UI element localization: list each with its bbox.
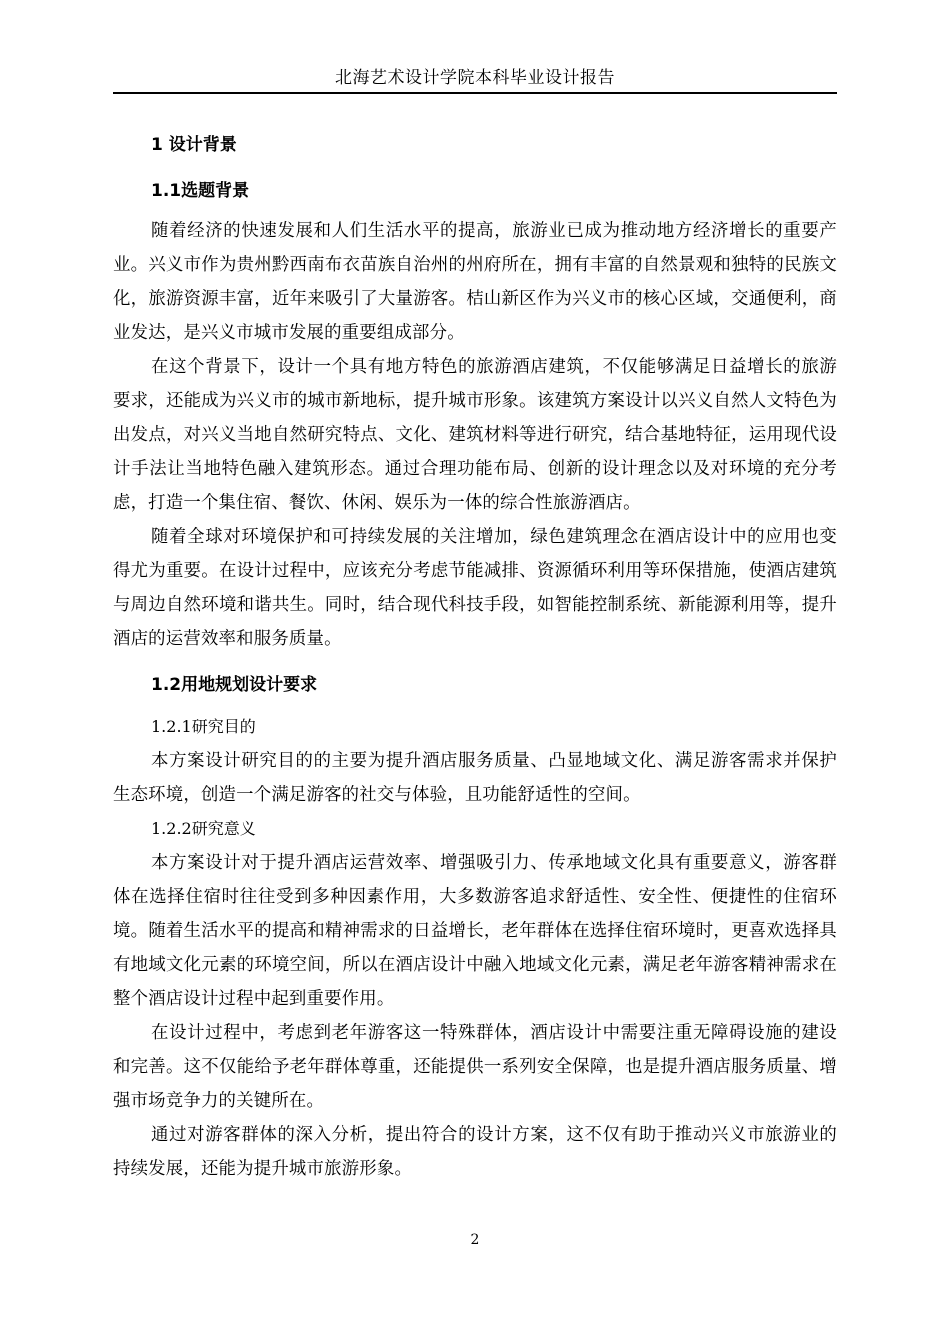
section-1-heading: 1 设计背景 (151, 135, 237, 155)
paragraph: 通过对游客群体的深入分析，提出符合的设计方案，这不仅有助于推动兴义市旅游业的持续发展，还能为提升城市旅游形象。 (113, 1125, 837, 1179)
section-1-1-heading: 1.1选题背景 (151, 181, 250, 201)
subsection-1-2-1-heading: 1.2.1研究目的 (151, 717, 256, 736)
paragraph: 本方案设计对于提升酒店运营效率、增强吸引力、传承地域文化具有重要意义，游客群体在选择住宿时往往受到多种因素作用，大多数游客追求舒适性、安全性、便捷性的住宿环境。随着生活水平的提高和精神需求的日益增长，老年群体在选择住宿环境时，更喜欢选择具有地域文化元素的环境空间，所以在酒店设计中融入地域文化元素，满足老年游客精神需求在整个酒店设计过程中起到重要作用。 (113, 853, 837, 1009)
page-number: 2 (470, 1232, 480, 1248)
section-1-2-heading: 1.2用地规划设计要求 (151, 675, 318, 695)
paragraph: 在这个背景下，设计一个具有地方特色的旅游酒店建筑，不仅能够满足日益增长的旅游要求，还能成为兴义市的城市新地标，提升城市形象。该建筑方案设计以兴义自然人文特色为出发点，对兴义当地自然研究特点、文化、建筑材料等进行研究，结合基地特征，运用现代设计手法让当地特色融入建筑形态。通过合理功能布局、创新的设计理念以及对环境的充分考虑，打造一个集住宿、餐饮、休闲、娱乐为一体的综合性旅游酒店。 (113, 357, 837, 513)
paragraph: 随着全球对环境保护和可持续发展的关注增加，绿色建筑理念在酒店设计中的应用也变得尤为重要。在设计过程中，应该充分考虑节能减排、资源循环利用等环保措施，使酒店建筑与周边自然环境和谐共生。同时，结合现代科技手段，如智能控制系统、新能源利用等，提升酒店的运营效率和服务质量。 (113, 527, 837, 649)
subsection-1-2-2-heading: 1.2.2研究意义 (151, 819, 256, 838)
page-body (113, 128, 837, 1186)
running-header: 北海艺术设计学院本科毕业设计报告 (113, 66, 837, 94)
paragraph: 本方案设计研究目的的主要为提升酒店服务质量、凸显地域文化、满足游客需求并保护生态环境，创造一个满足游客的社交与体验，且功能舒适性的空间。 (113, 751, 837, 805)
paragraph: 随着经济的快速发展和人们生活水平的提高，旅游业已成为推动地方经济增长的重要产业。兴义市作为贵州黔西南布衣苗族自治州的州府所在，拥有丰富的自然景观和独特的民族文化，旅游资源丰富，近年来吸引了大量游客。桔山新区作为兴义市的核心区域，交通便利，商业发达，是兴义市城市发展的重要组成部分。 (113, 221, 837, 343)
paragraph: 在设计过程中，考虑到老年游客这一特殊群体，酒店设计中需要注重无障碍设施的建设和完善。这不仅能给予老年群体尊重，还能提供一系列安全保障，也是提升酒店服务质量、增强市场竞争力的关键所在。 (113, 1023, 837, 1111)
